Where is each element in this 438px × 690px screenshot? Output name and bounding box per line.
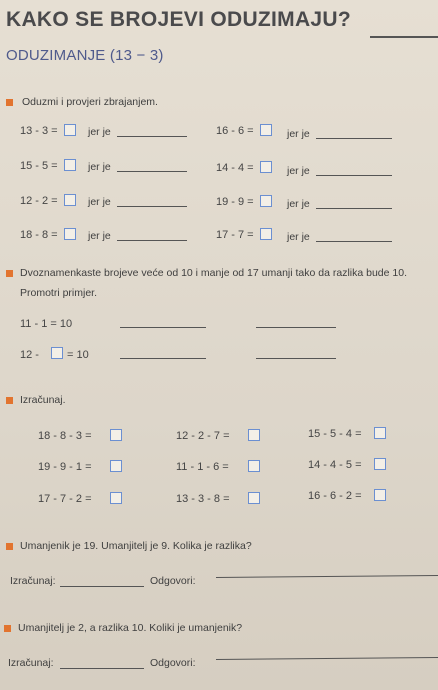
answer-box[interactable]: [374, 458, 386, 470]
jer-je-label: jer je: [88, 126, 111, 138]
jer-je-label: jer je: [287, 165, 310, 177]
task-3-equation: 17 - 7 - 2 =: [38, 493, 92, 505]
answer-box[interactable]: [248, 492, 260, 504]
page-subtitle: ODUZIMANJE (13 − 3): [6, 47, 164, 64]
answer-box[interactable]: [248, 460, 260, 472]
task-2-instruction: Dvoznamenkaste brojeve veće od 10 i manje od 17 umanji tako da razlika bude 10.: [20, 267, 407, 279]
answer-line[interactable]: [316, 138, 392, 139]
task-2-marker: [6, 270, 13, 277]
answer-box[interactable]: [248, 429, 260, 441]
answer-box[interactable]: [110, 492, 122, 504]
answer-line[interactable]: [216, 657, 438, 660]
answer-box[interactable]: [260, 161, 272, 173]
task-3-equation: 13 - 3 - 8 =: [176, 493, 230, 505]
task-5-marker: [4, 625, 11, 632]
answer-box[interactable]: [64, 228, 76, 240]
answer-line[interactable]: [216, 575, 438, 578]
task-1-equation: 12 - 2 =: [20, 195, 58, 207]
answer-line[interactable]: [256, 358, 336, 359]
task-5-question: Umanjitelj je 2, a razlika 10. Koliki je umanjenik?: [18, 622, 243, 634]
answer-line[interactable]: [316, 208, 392, 209]
answer-label: Odgovori:: [150, 575, 196, 587]
task-3-equation: 11 - 1 - 6 =: [176, 461, 229, 473]
answer-box[interactable]: [110, 460, 122, 472]
page-title: KAKO SE BROJEVI ODUZIMAJU?: [6, 8, 351, 31]
answer-box[interactable]: [374, 489, 386, 501]
jer-je-label: jer je: [88, 196, 111, 208]
answer-box[interactable]: [64, 159, 76, 171]
answer-box[interactable]: [64, 194, 76, 206]
answer-line[interactable]: [117, 136, 187, 137]
calc-label: Izračunaj:: [10, 575, 56, 587]
task-1-equation: 13 - 3 =: [20, 125, 58, 137]
answer-line[interactable]: [120, 358, 206, 359]
title-rule: [370, 36, 438, 38]
jer-je-label: jer je: [88, 161, 111, 173]
example-equation-part: 12 -: [20, 349, 39, 361]
task-1-equation: 14 - 4 =: [216, 162, 254, 174]
answer-box[interactable]: [51, 347, 63, 359]
task-4-marker: [6, 543, 13, 550]
task-1-marker: [6, 99, 13, 106]
answer-line[interactable]: [60, 586, 144, 587]
answer-line[interactable]: [60, 668, 144, 669]
task-3-equation: 16 - 6 - 2 =: [308, 490, 362, 502]
task-1-equation: 17 - 7 =: [216, 229, 254, 241]
answer-line[interactable]: [316, 241, 392, 242]
task-3-instruction: Izračunaj.: [20, 394, 66, 406]
task-1-equation: 19 - 9 =: [216, 196, 254, 208]
task-1-equation: 15 - 5 =: [20, 160, 58, 172]
example-equation: 11 - 1 = 10: [20, 318, 73, 330]
jer-je-label: jer je: [287, 231, 310, 243]
answer-line[interactable]: [256, 327, 336, 328]
answer-line[interactable]: [117, 171, 187, 172]
answer-line[interactable]: [120, 327, 206, 328]
task-3-marker: [6, 397, 13, 404]
task-3-equation: 15 - 5 - 4 =: [308, 428, 362, 440]
answer-line[interactable]: [117, 240, 187, 241]
answer-box[interactable]: [374, 427, 386, 439]
task-3-equation: 18 - 8 - 3 =: [38, 430, 92, 442]
task-3-equation: 14 - 4 - 5 =: [308, 459, 362, 471]
answer-box[interactable]: [260, 228, 272, 240]
task-3-equation: 19 - 9 - 1 =: [38, 461, 92, 473]
example-equation-part: = 10: [67, 349, 89, 361]
task-1-equation: 16 - 6 =: [216, 125, 254, 137]
task-1-equation: 18 - 8 =: [20, 229, 58, 241]
answer-box[interactable]: [110, 429, 122, 441]
jer-je-label: jer je: [287, 198, 310, 210]
answer-line[interactable]: [117, 206, 187, 207]
task-1-instruction: Oduzmi i provjeri zbrajanjem.: [22, 96, 158, 108]
jer-je-label: jer je: [88, 230, 111, 242]
example-label: Promotri primjer.: [20, 287, 98, 299]
task-3-equation: 12 - 2 - 7 =: [176, 430, 230, 442]
task-4-question: Umanjenik je 19. Umanjitelj je 9. Kolika je razlika?: [20, 540, 252, 552]
answer-line[interactable]: [316, 175, 392, 176]
answer-label: Odgovori:: [150, 657, 196, 669]
answer-box[interactable]: [260, 124, 272, 136]
answer-box[interactable]: [260, 195, 272, 207]
calc-label: Izračunaj:: [8, 657, 54, 669]
jer-je-label: jer je: [287, 128, 310, 140]
answer-box[interactable]: [64, 124, 76, 136]
